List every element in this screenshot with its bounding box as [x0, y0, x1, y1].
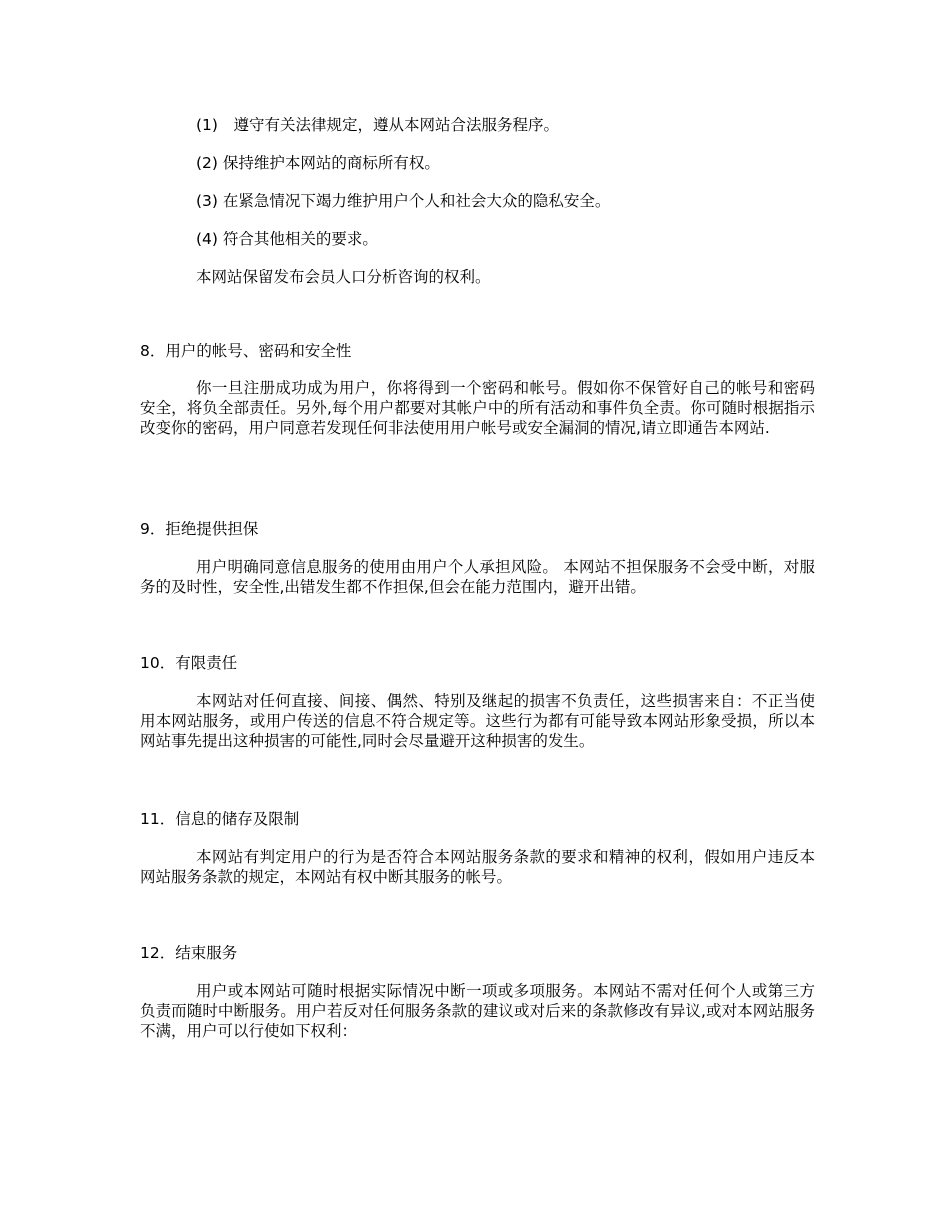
section-body-10: 本网站对任何直接、间接、偶然、特别及继起的损害不负责任，这些损害来自：不正当使用本网站服务，或用户传送的信息不符合规定等。这些行为都有可能导致本网站形象受损，所以本网站事先提出这种损害的可能性,同时会尽量避开这种损害的发生。: [140, 692, 815, 750]
intro-item-1: (1) 遵守有关法律规定，遵从本网站合法服务程序。: [196, 116, 559, 134]
intro-paragraph: 本网站保留发布会员人口分析咨询的权利。: [196, 268, 491, 286]
section-body-8: 你一旦注册成功成为用户，你将得到一个密码和帐号。假如你不保管好自己的帐号和密码安全，将负全部责任。另外,每个用户都要对其帐户中的所有活动和事件负全责。你可随时根据指示改变你的密码，用户同意若发现任何非法使用用户帐号或安全漏洞的情况,请立即通告本网站.: [140, 379, 815, 437]
intro-item-4: (4) 符合其他相关的要求。: [196, 230, 378, 248]
section-body-12: 用户或本网站可随时根据实际情况中断一项或多项服务。本网站不需对任何个人或第三方负责而随时中断服务。用户若反对任何服务条款的建议或对后来的条款修改有异议,或对本网站服务不满，用户可以行使如下权利：: [140, 982, 815, 1040]
section-heading-9: 9．拒绝提供担保: [140, 520, 259, 538]
section-body-11: 本网站有判定用户的行为是否符合本网站服务条款的要求和精神的权利，假如用户违反本网站服务条款的规定，本网站有权中断其服务的帐号。: [140, 848, 815, 886]
section-heading-8: 8．用户的帐号、密码和安全性: [140, 342, 352, 360]
section-heading-12: 12．结束服务: [140, 944, 238, 962]
section-heading-10: 10．有限责任: [140, 654, 238, 672]
section-body-9: 用户明确同意信息服务的使用由用户个人承担风险。 本网站不担保服务不会受中断，对服务的及时性，安全性,出错发生都不作担保,但会在能力范围内，避开出错。: [140, 558, 815, 596]
section-heading-11: 11．信息的储存及限制: [140, 810, 300, 828]
intro-item-2: (2) 保持维护本网站的商标所有权。: [196, 154, 440, 172]
intro-item-3: (3) 在紧急情况下竭力维护用户个人和社会大众的隐私安全。: [196, 192, 611, 210]
